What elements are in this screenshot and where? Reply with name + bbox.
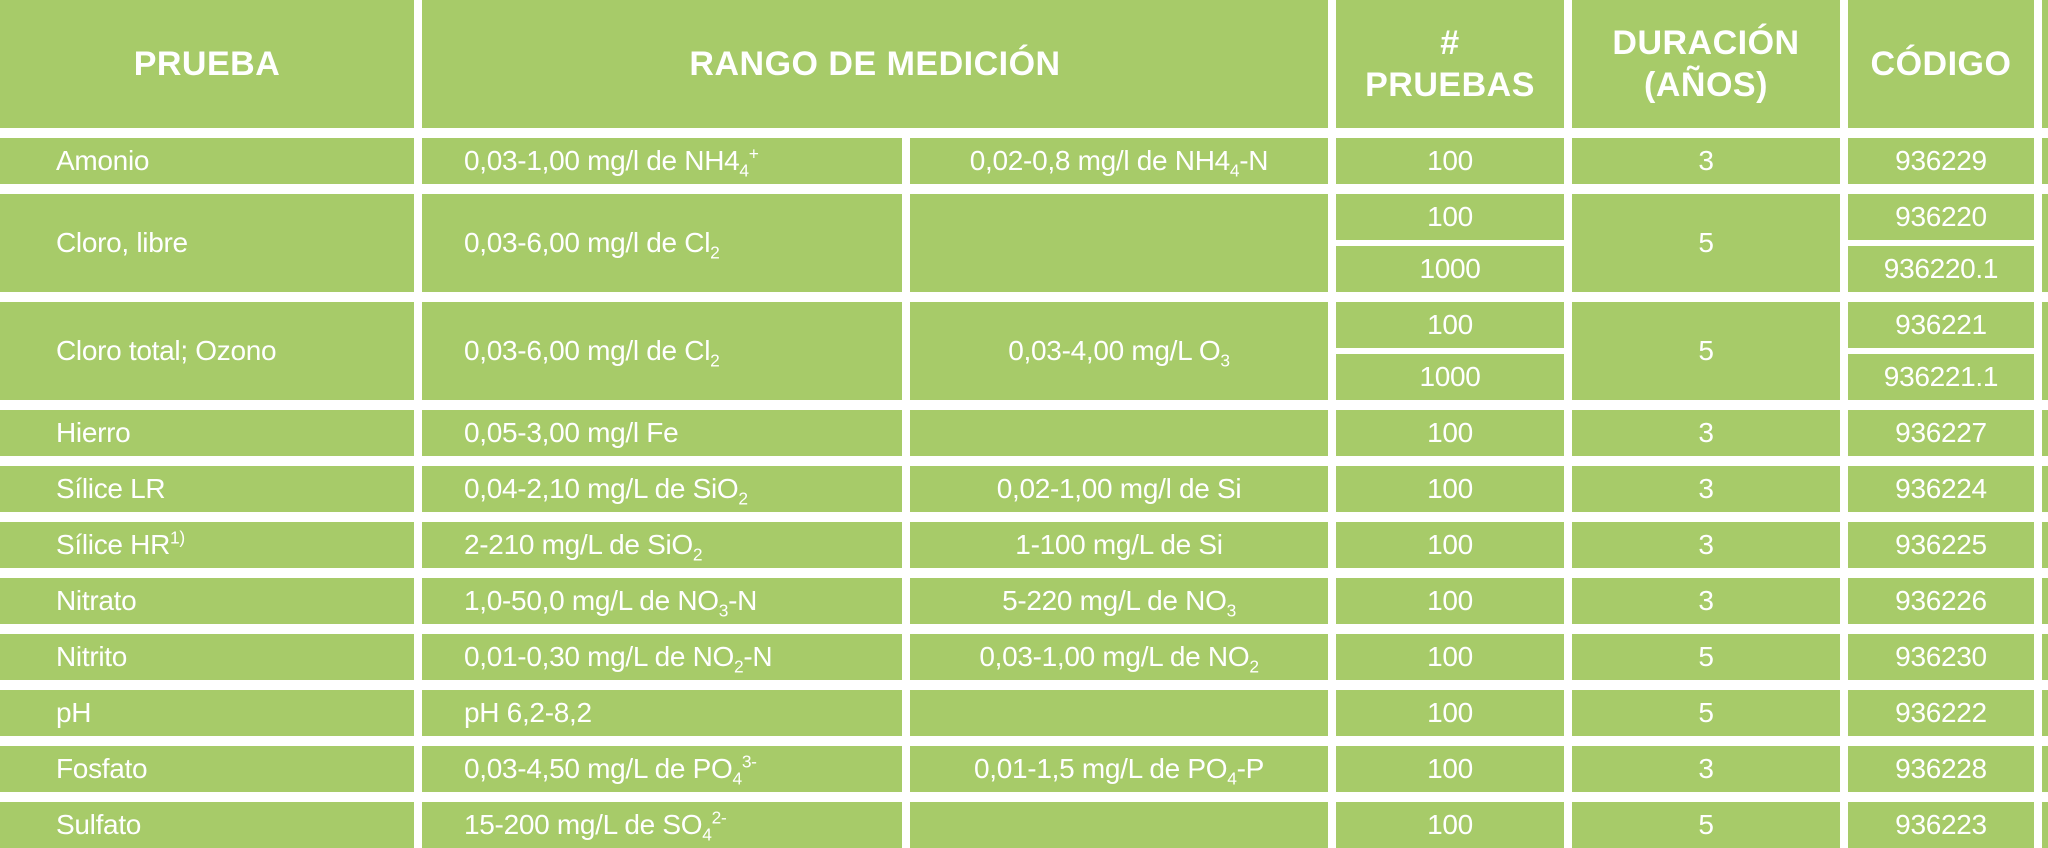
cell-duracion-text: 5	[1698, 809, 1714, 840]
cell-codigo-text: 936228	[1895, 753, 1987, 784]
cell-prueba-text: Nitrato	[56, 585, 137, 616]
cell-prueba	[0, 302, 414, 400]
cell-rango-primary	[422, 578, 902, 624]
table-edge-sliver	[2042, 138, 2048, 184]
cell-duracion-text: 3	[1698, 529, 1714, 560]
cell-rango-primary	[422, 138, 902, 184]
cell-rango-primary-text: 0,03-4,50 mg/L de $PO_4^{3-}$	[464, 751, 757, 789]
cell-rango-primary	[422, 522, 902, 568]
cell-duracion-text: 3	[1698, 473, 1714, 504]
cell-num-pruebas	[1336, 466, 1564, 512]
cell-prueba-text: Sílice LR	[56, 473, 166, 504]
cell-codigo	[1848, 354, 2034, 400]
cell-rango-primary	[422, 746, 902, 792]
cell-prueba	[0, 746, 414, 792]
cell-num-pruebas-text: 100	[1427, 585, 1473, 616]
cell-codigo	[1848, 522, 2034, 568]
cell-rango-secondary	[910, 634, 1328, 680]
cell-rango-primary-text: 0,03-1,00 mg/l de $NH4_4^+$	[464, 143, 759, 181]
cell-num-pruebas	[1336, 634, 1564, 680]
cell-num-pruebas-text: 100	[1427, 417, 1473, 448]
cell-prueba	[0, 138, 414, 184]
cell-duracion-text: 3	[1698, 753, 1714, 784]
cell-duracion	[1572, 634, 1840, 680]
header-rango-de-medicion	[422, 0, 1328, 128]
cell-rango-secondary-text: 0,02-1,00 mg/l de Si	[996, 473, 1242, 504]
cell-duracion	[1572, 690, 1840, 736]
cell-num-pruebas	[1336, 354, 1564, 400]
cell-codigo	[1848, 802, 2034, 848]
cell-rango-primary-text: 0,05-3,00 mg/l Fe	[464, 417, 679, 448]
table-edge-sliver	[2042, 578, 2048, 624]
cell-codigo	[1848, 410, 2034, 456]
cell-duracion-text: 3	[1698, 417, 1714, 448]
cell-num-pruebas	[1336, 138, 1564, 184]
cell-rango-primary-text: 0,03-6,00 mg/l de $Cl_2$	[464, 227, 720, 263]
cell-duracion	[1572, 466, 1840, 512]
table-edge-sliver	[2042, 0, 2048, 128]
cell-num-pruebas-group	[1336, 302, 1564, 400]
cell-prueba-text: Fosfato	[56, 753, 148, 784]
cell-codigo-text: 936221	[1895, 309, 1987, 340]
cell-rango-secondary-text: 0,03-4,00 mg/L $O_3$	[1008, 335, 1230, 371]
cell-rango-primary-text: 0,03-6,00 mg/l de $Cl_2$	[464, 335, 720, 371]
cell-duracion	[1572, 802, 1840, 848]
cell-num-pruebas	[1336, 522, 1564, 568]
cell-prueba	[0, 634, 414, 680]
cell-rango-secondary	[910, 802, 1328, 848]
table-edge-sliver	[2042, 466, 2048, 512]
cell-codigo-text: 936220.1	[1883, 253, 1999, 284]
cell-num-pruebas-text: 100	[1427, 309, 1473, 340]
cell-prueba-text: Cloro total; Ozono	[56, 335, 277, 366]
cell-codigo-text: 936226	[1895, 585, 1987, 616]
cell-prueba-text: pH	[56, 697, 92, 728]
cell-num-pruebas	[1336, 302, 1564, 348]
cell-codigo	[1848, 302, 2034, 348]
cell-num-pruebas	[1336, 690, 1564, 736]
cell-rango-primary-text: 0,01-0,30 mg/L de $NO_2-N$	[464, 641, 773, 677]
cell-codigo-text: 936225	[1895, 529, 1987, 560]
cell-rango-secondary	[910, 690, 1328, 736]
cell-prueba	[0, 522, 414, 568]
table-edge-sliver	[2042, 634, 2048, 680]
cell-rango-primary	[422, 302, 902, 400]
cell-codigo-text: 936221.1	[1883, 361, 1999, 392]
cell-num-pruebas	[1336, 194, 1564, 240]
cell-rango-secondary-text: 0,02-0,8 mg/l de $NH4_4-N$	[969, 145, 1269, 181]
cell-rango-primary	[422, 802, 902, 848]
cell-rango-secondary-text: 1-100 mg/L de Si	[1015, 529, 1223, 560]
cell-rango-primary	[422, 634, 902, 680]
cell-rango-primary-text: 15-200 mg/L de $SO_4^{2-}$	[464, 807, 727, 845]
cell-prueba-text: Amonio	[56, 145, 150, 176]
cell-rango-secondary-text: 0,03-1,00 mg/L de $NO_2$	[979, 641, 1259, 677]
cell-rango-secondary	[910, 578, 1328, 624]
cell-rango-primary	[422, 690, 902, 736]
cell-rango-secondary	[910, 522, 1328, 568]
header-codigo	[1848, 0, 2034, 128]
cell-codigo-text: 936230	[1895, 641, 1987, 672]
cell-codigo	[1848, 578, 2034, 624]
cell-codigo-text: 936223	[1895, 809, 1987, 840]
header-num-pruebas	[1336, 0, 1564, 128]
cell-duracion-text: 5	[1698, 335, 1714, 366]
header-prueba	[0, 0, 414, 128]
cell-duracion	[1572, 746, 1840, 792]
cell-rango-primary-text: pH 6,2-8,2	[464, 697, 592, 728]
cell-duracion-text: 5	[1698, 227, 1714, 258]
header-num-pruebas-line2: PRUEBAS	[1365, 66, 1535, 104]
cell-codigo	[1848, 466, 2034, 512]
cell-duracion	[1572, 578, 1840, 624]
cell-duracion	[1572, 138, 1840, 184]
cell-codigo	[1848, 634, 2034, 680]
header-duracion-anos	[1572, 0, 1840, 128]
cell-duracion-text: 3	[1698, 585, 1714, 616]
cell-duracion	[1572, 302, 1840, 400]
cell-num-pruebas	[1336, 410, 1564, 456]
cell-codigo-group	[1848, 302, 2034, 400]
cell-prueba-text: Hierro	[56, 417, 131, 448]
cell-num-pruebas-text: 100	[1427, 697, 1473, 728]
cell-rango-primary-text: 1,0-50,0 mg/L de $NO_3-N$	[464, 585, 758, 621]
cell-prueba	[0, 194, 414, 292]
cell-prueba-text: Cloro, libre	[56, 227, 188, 258]
cell-prueba	[0, 466, 414, 512]
cell-codigo-text: 936227	[1895, 417, 1987, 448]
cell-rango-primary	[422, 466, 902, 512]
cell-num-pruebas-group	[1336, 194, 1564, 292]
cell-rango-primary-text: 0,04-2,10 mg/L de SiO$_2$	[464, 473, 748, 509]
cell-rango-secondary-text: 5-220 mg/L de $NO_3$	[1002, 585, 1236, 621]
cell-duracion	[1572, 194, 1840, 292]
table-edge-sliver	[2042, 802, 2048, 848]
cell-codigo-text: 936222	[1895, 697, 1987, 728]
cell-prueba	[0, 802, 414, 848]
cell-prueba-text: Sulfato	[56, 809, 142, 840]
cell-num-pruebas-text: 100	[1427, 529, 1473, 560]
cell-rango-primary	[422, 410, 902, 456]
cell-num-pruebas-text: 100	[1427, 145, 1473, 176]
cell-num-pruebas	[1336, 246, 1564, 292]
cell-codigo	[1848, 138, 2034, 184]
table-edge-sliver	[2042, 194, 2048, 292]
cell-num-pruebas	[1336, 746, 1564, 792]
header-num-pruebas-line1: #	[1440, 23, 1460, 62]
table-edge-sliver	[2042, 302, 2048, 400]
cell-duracion-text: 5	[1698, 641, 1714, 672]
cell-codigo	[1848, 246, 2034, 292]
table-edge-sliver	[2042, 690, 2048, 736]
cell-prueba-text: Sílice HR$^{1)}$	[56, 527, 185, 560]
cell-prueba-text: Nitrito	[56, 641, 128, 672]
cell-rango-secondary	[910, 302, 1328, 400]
cell-num-pruebas-text: 100	[1427, 809, 1473, 840]
cell-codigo-text: 936224	[1895, 473, 1987, 504]
cell-prueba	[0, 410, 414, 456]
cell-rango-secondary	[910, 138, 1328, 184]
cell-duracion	[1572, 522, 1840, 568]
cell-num-pruebas	[1336, 578, 1564, 624]
table-edge-sliver	[2042, 410, 2048, 456]
cell-num-pruebas-text: 100	[1427, 641, 1473, 672]
cell-codigo-text: 936220	[1895, 201, 1987, 232]
cell-prueba	[0, 578, 414, 624]
table-edge-sliver	[2042, 746, 2048, 792]
cell-codigo-group	[1848, 194, 2034, 292]
cell-duracion-text: 5	[1698, 697, 1714, 728]
cell-num-pruebas-text: 100	[1427, 473, 1473, 504]
cell-codigo-text: 936229	[1895, 145, 1987, 176]
cell-duracion-text: 3	[1698, 145, 1714, 176]
cell-rango-secondary	[910, 194, 1328, 292]
cell-duracion	[1572, 410, 1840, 456]
cell-rango-secondary	[910, 746, 1328, 792]
cell-rango-secondary-text: 0,01-1,5 mg/L de $PO_4-P$	[974, 753, 1264, 789]
cell-rango-primary-text: 2-210 mg/L de SiO$_2$	[464, 529, 703, 565]
cell-num-pruebas-text: 1000	[1419, 361, 1481, 392]
header-codigo-label: CÓDIGO	[1870, 44, 2012, 83]
cell-codigo	[1848, 690, 2034, 736]
cell-codigo	[1848, 746, 2034, 792]
header-duracion-line2: (AÑOS)	[1644, 66, 1768, 104]
cell-num-pruebas	[1336, 802, 1564, 848]
header-duracion-line1: DURACIÓN	[1612, 23, 1800, 62]
cell-rango-secondary	[910, 466, 1328, 512]
cell-rango-primary	[422, 194, 902, 292]
header-prueba-label: PRUEBA	[133, 44, 281, 83]
table-edge-sliver	[2042, 522, 2048, 568]
cell-num-pruebas-text: 1000	[1419, 253, 1481, 284]
cell-prueba	[0, 690, 414, 736]
header-rango-label: RANGO DE MEDICIÓN	[689, 44, 1061, 83]
cell-rango-secondary	[910, 410, 1328, 456]
cell-num-pruebas-text: 100	[1427, 753, 1473, 784]
cell-codigo	[1848, 194, 2034, 240]
cell-num-pruebas-text: 100	[1427, 201, 1473, 232]
